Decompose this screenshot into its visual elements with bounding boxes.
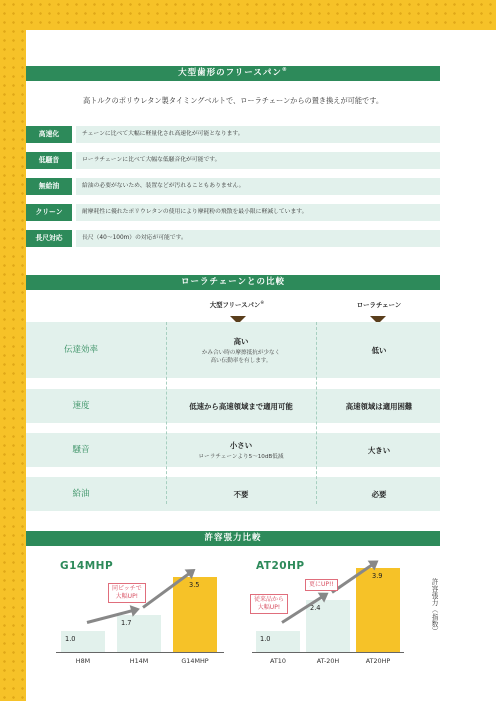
bar-value-label: 1.0 xyxy=(260,634,271,643)
section-title-comparison: ローラチェーンとの比較 xyxy=(26,275,440,290)
cell-main: 不要 xyxy=(233,489,249,499)
section-title-text: 大型歯形のフリースパン xyxy=(178,68,282,78)
intro-text: 高トルクのポリウレタン製タイミングベルトで、ローラチェーンからの置き換えが可能です。 xyxy=(82,96,384,105)
bar-value-label: 3.5 xyxy=(189,580,200,589)
bar-value-label: 1.7 xyxy=(121,619,132,628)
feature-text: 給油の必要がないため、装置などが汚れることもありません。 xyxy=(76,178,440,195)
chart-title-g14mhp: G14MHP xyxy=(60,560,114,572)
cell-main: 大きい xyxy=(367,445,391,455)
category-label: AT10 xyxy=(270,657,286,665)
feature-text: 長尺（40～100m）の対応が可能です。 xyxy=(76,230,440,247)
row-label: 速度 xyxy=(72,401,90,411)
row-label: 騒音 xyxy=(72,445,90,455)
bar-value-label: 2.4 xyxy=(310,604,321,613)
cell-main: 高速領域は適用困難 xyxy=(345,401,413,411)
bar-value-label: 3.9 xyxy=(372,572,383,581)
arrow-shaft xyxy=(332,562,376,592)
callout-further-up: 更にUP!! xyxy=(305,579,338,591)
category-label: AT-20H xyxy=(316,657,340,665)
cell-main: 低い xyxy=(371,345,387,355)
chart-title-at20hp: AT20HP xyxy=(256,560,305,572)
feature-tag: 無給油 xyxy=(26,178,72,195)
feature-tag: 高速化 xyxy=(26,126,72,143)
callout-vs-previous: 従来品から 大幅UP! xyxy=(250,594,288,614)
feature-text: チェーンに比べて大幅に軽量化され高速化が可能となります。 xyxy=(76,126,440,143)
registered-mark: ® xyxy=(281,67,288,73)
cell-main: 小さい xyxy=(229,440,253,450)
bar-value-label: 1.0 xyxy=(65,634,76,643)
column-head-roller-chain: ローラチェーン xyxy=(356,301,402,309)
registered-mark: ® xyxy=(260,300,265,305)
column-head-text: 大型フリースパン xyxy=(209,301,261,310)
feature-tag: 低騒音 xyxy=(26,152,72,169)
feature-text: 耐摩耗性に優れたポリウレタンの使用により摩耗粉の飛散を最小限に軽減しています。 xyxy=(76,204,440,221)
row-label: 伝達効率 xyxy=(63,345,98,355)
section-title-tension: 許容張力比較 xyxy=(26,531,440,546)
feature-tag: 長尺対応 xyxy=(26,230,72,247)
arrow-shaft xyxy=(282,594,326,622)
cell-main: 低速から高速領域まで適用可能 xyxy=(189,401,293,411)
callout-same-pitch: 同ピッチで 大幅UP! xyxy=(108,583,146,603)
y-axis-label: 許容張力（指数） xyxy=(430,578,438,635)
feature-tag: クリーン xyxy=(26,204,72,221)
feature-text: ローラチェーンに比べて大幅な低騒音化が可能です。 xyxy=(76,152,440,169)
category-label: G14MHP xyxy=(181,657,209,665)
row-label: 給油 xyxy=(72,489,90,499)
category-label: AT20HP xyxy=(365,657,391,665)
cell-main: 必要 xyxy=(371,489,387,499)
category-label: H8M xyxy=(75,657,91,665)
cell-sub: かみ合い時の摩擦抵抗が少なく 高い伝動率を有します。 xyxy=(201,349,281,364)
category-label: H14M xyxy=(129,657,149,665)
cell-main: 高い xyxy=(233,336,249,346)
cell-sub: ローラチェーンより5～10dB低減 xyxy=(198,453,284,460)
